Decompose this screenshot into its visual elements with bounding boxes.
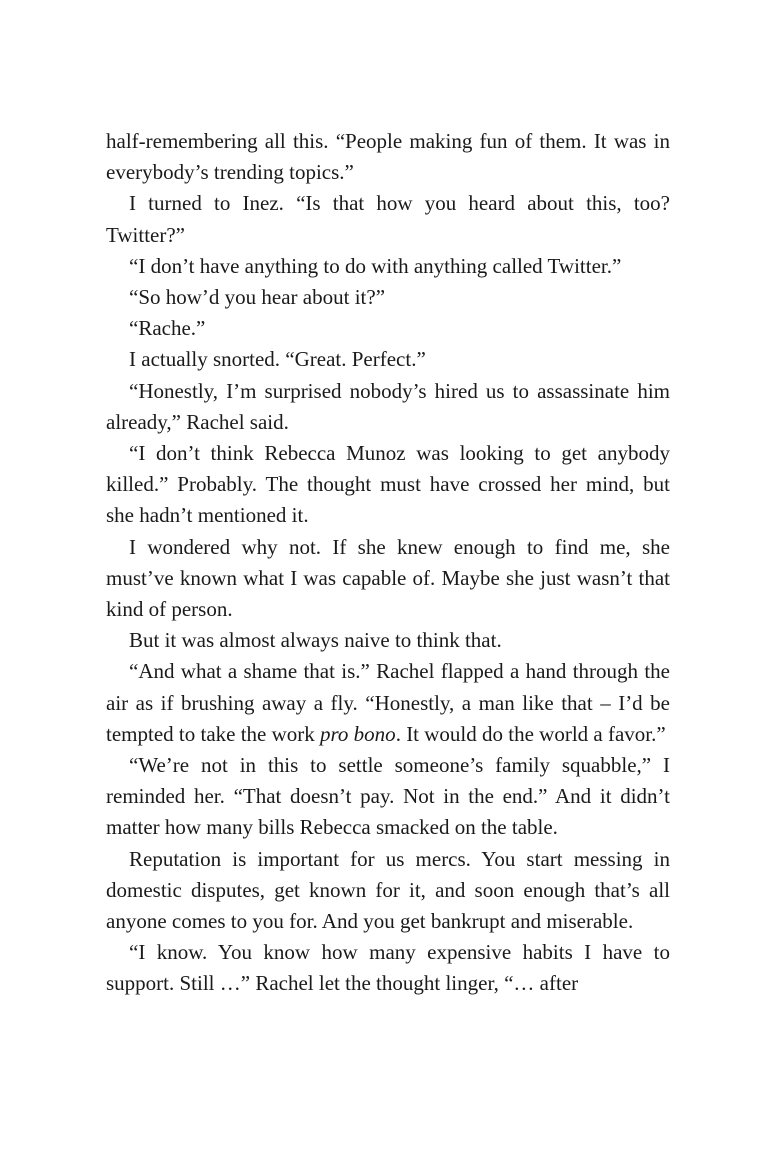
paragraph-8 (106, 438, 670, 532)
paragraph-4 (106, 282, 670, 313)
paragraph-5-text: “Rache.” (129, 316, 206, 341)
paragraph-8-text: “I don’t think Rebecca Munoz was looking to get anybody killed.” Probably. The thought must have crossed her mind, but she hadn’t mentioned it. (106, 441, 670, 528)
paragraph-3-text: “I don’t have anything to do with anything called Twitter.” (129, 253, 622, 278)
paragraph-11-text-b: . It would do the world a favor.” (395, 721, 666, 746)
paragraph-14 (106, 937, 670, 999)
paragraph-3 (106, 251, 670, 282)
paragraph-1 (106, 126, 670, 188)
paragraph-11-text-a: “And what a shame that is.” Rachel flapped a hand through the air as if brushing away a fly. “Honestly, a man like that – I’d be tempted to take the work (106, 659, 670, 746)
paragraph-12 (106, 750, 670, 844)
paragraph-9-text: I wondered why not. If she knew enough to find me, she must’ve known what I was capable of. Maybe she just wasn’t that kind of person. (106, 534, 670, 622)
paragraph-2-text: I turned to Inez. “Is that how you heard about this, too? Twitter?” (106, 191, 670, 247)
paragraph-1-text: half-remembering all this. “People making fun of them. It was in everybody’s trending topics.” (106, 129, 670, 185)
paragraph-11 (106, 656, 670, 750)
paragraph-10 (106, 625, 670, 656)
paragraph-5 (106, 313, 670, 344)
paragraph-13-text: Reputation is important for us mercs. You start messing in domestic disputes, get known for it, and soon enough that’s all anyone comes to you for. And you get bankrupt and miserable. (106, 846, 670, 934)
paragraph-11-italic-phrase: pro bono (320, 721, 396, 746)
paragraph-2 (106, 188, 670, 250)
paragraph-12-text: “We’re not in this to settle someone’s family squabble,” I reminded her. “That doesn’t pay. Not in the end.” And it didn’t matter how many bills Rebecca smacked on the table. (106, 753, 670, 840)
paragraph-14-text: “I know. You know how many expensive habits I have to support. Still …” Rachel let the thought linger, “… after (106, 940, 670, 996)
paragraph-13 (106, 844, 670, 938)
book-page-body (106, 126, 670, 1000)
paragraph-4-text: “So how’d you hear about it?” (129, 285, 386, 310)
paragraph-6 (106, 344, 670, 375)
paragraph-10-text: But it was almost always naive to think that. (129, 628, 502, 653)
paragraph-9 (106, 532, 670, 626)
paragraph-7 (106, 376, 670, 438)
paragraph-6-text: I actually snorted. “Great. Perfect.” (129, 347, 426, 372)
paragraph-7-text: “Honestly, I’m surprised nobody’s hired us to assassinate him already,” Rachel said. (106, 378, 670, 434)
